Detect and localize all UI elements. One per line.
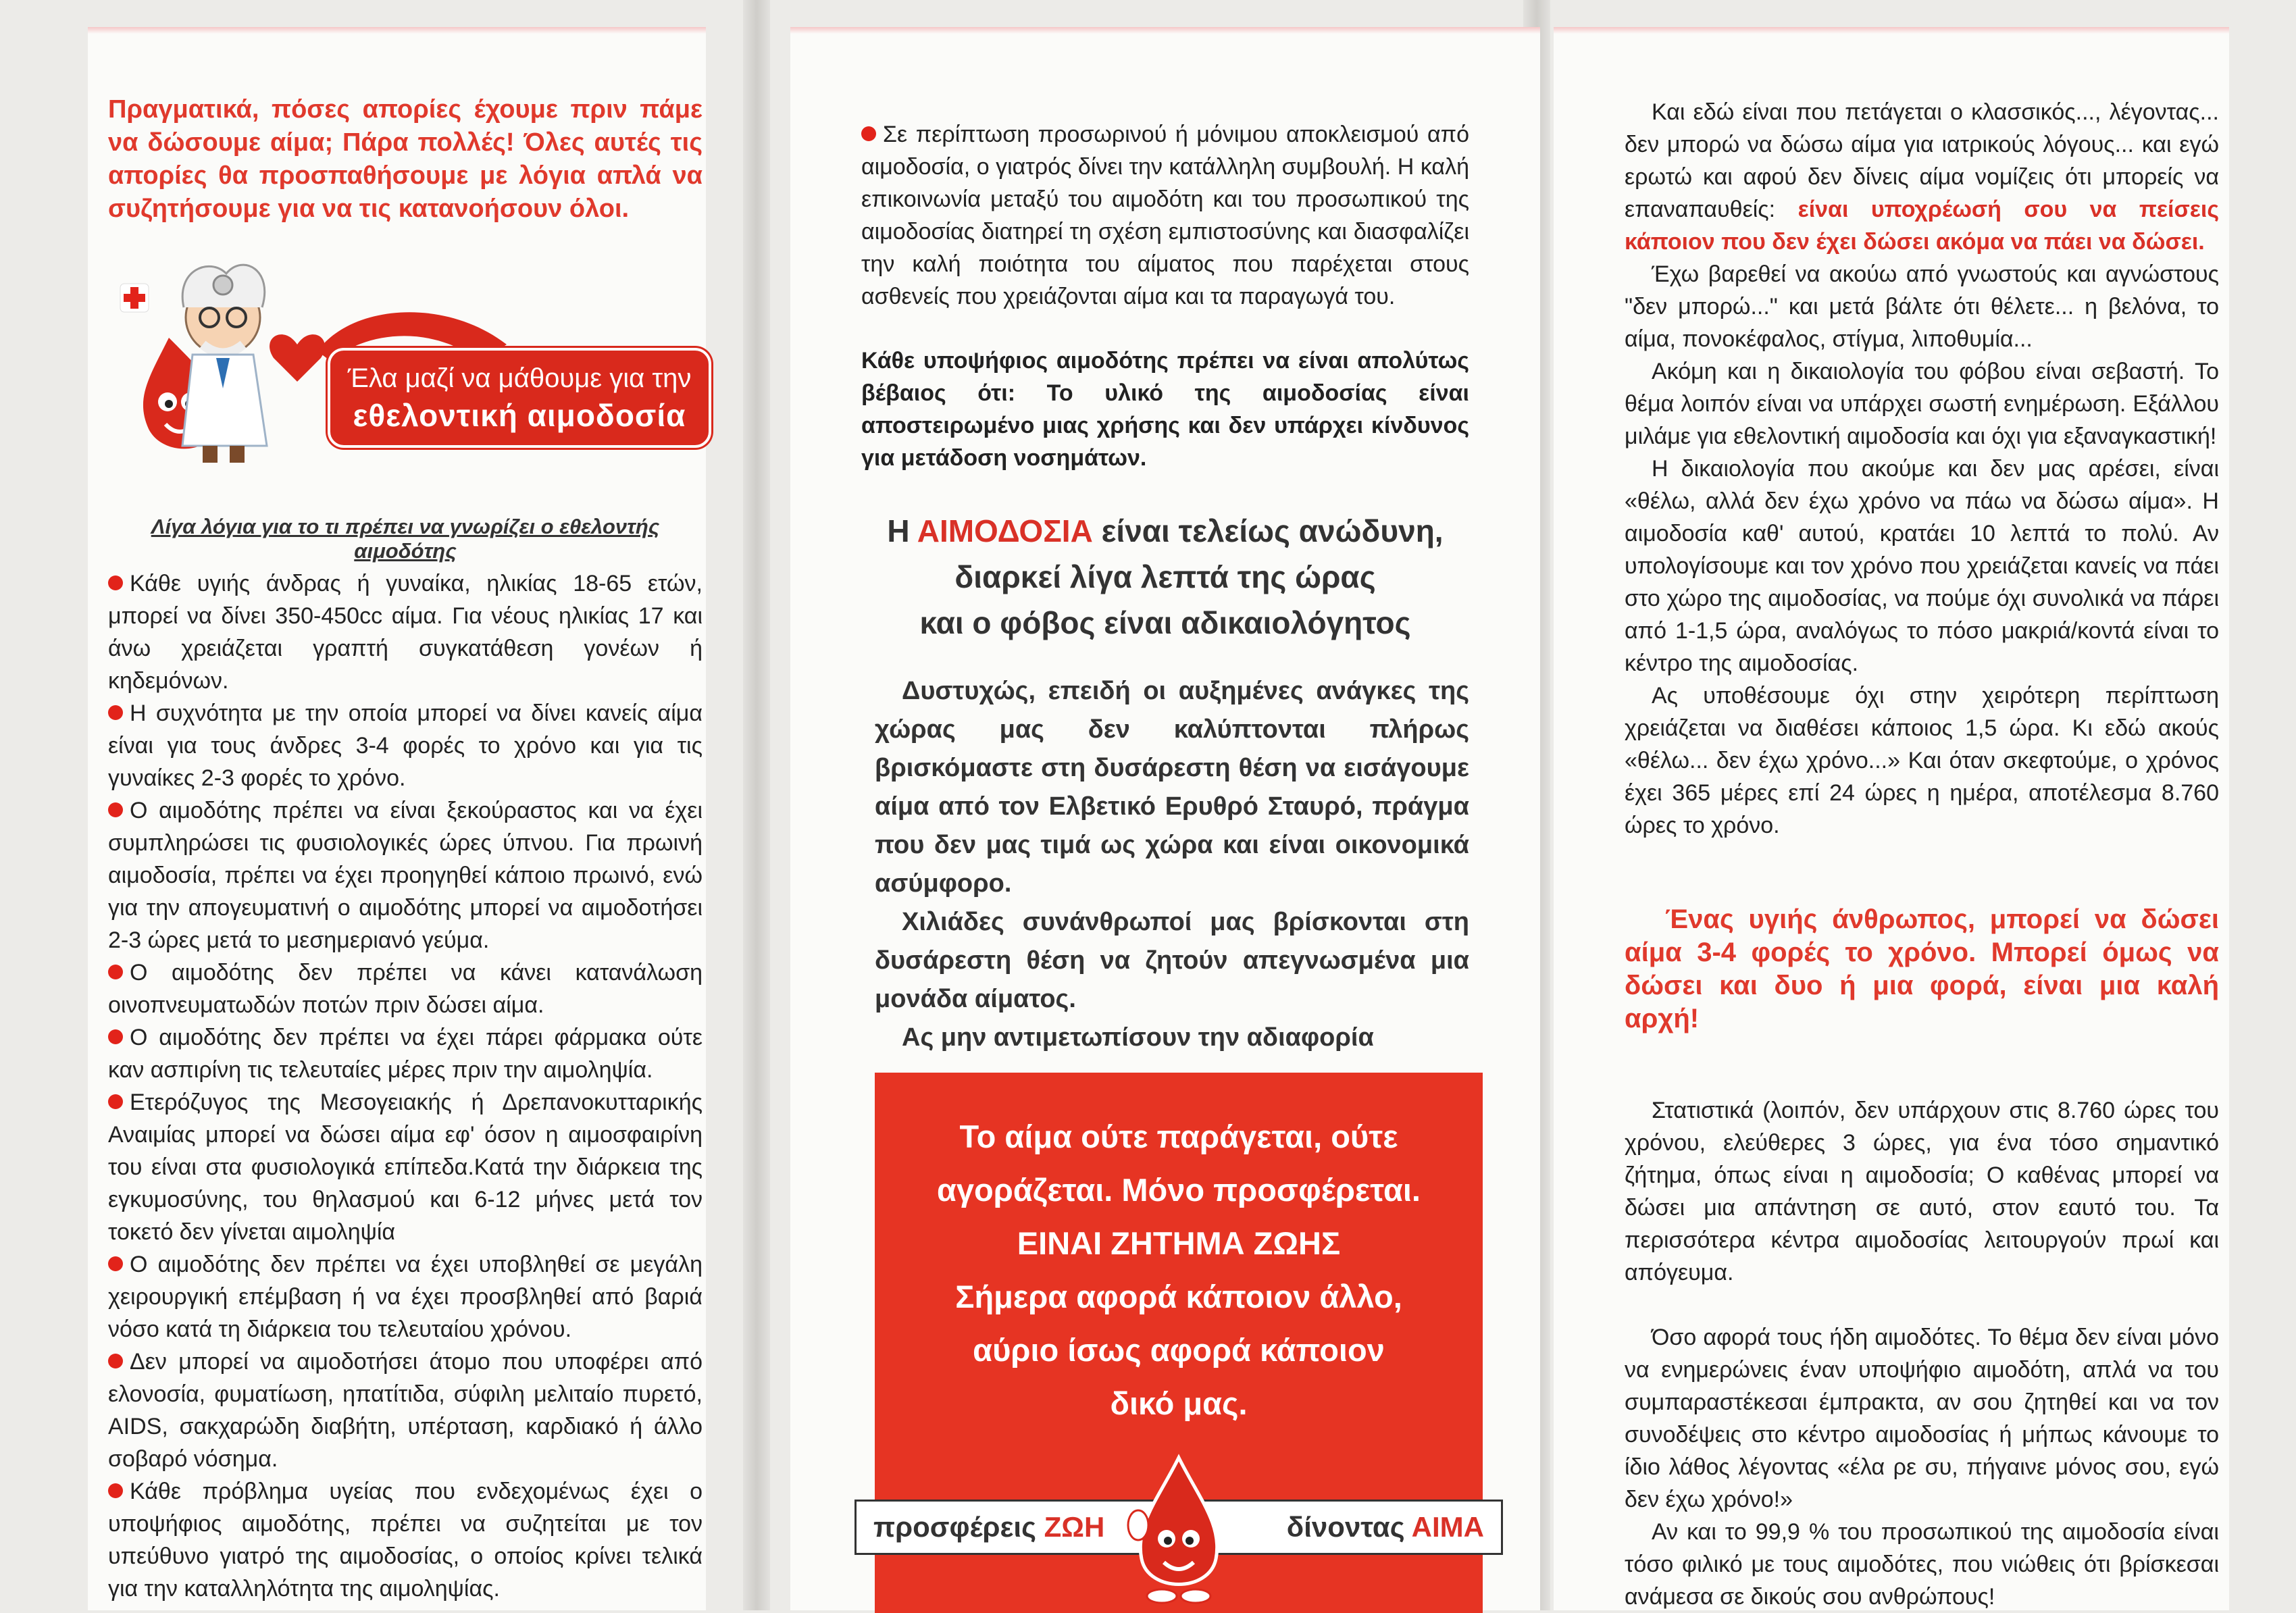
box-line-1: Το αίμα ούτε παράγεται, ούτε [959, 1119, 1398, 1154]
body-paragraph-2: Χιλιάδες συνάνθρωποί μας βρίσκονται στη δυσάρεστη θέση να ζητούν απεγνωσμένα μια μονάδα αίματος. [875, 908, 1469, 1013]
box-line-3: ΕΙΝΑΙ ΖΗΤΗΜΑ ΖΩΗΣ [1017, 1225, 1341, 1261]
blood-drop-mascot-icon [1111, 1451, 1246, 1606]
list-item [861, 118, 1469, 313]
right-paragraph-8: Αν και το 99,9 % του προσωπικού της αιμοδοσία είναι τόσο φιλικό με τους αιμοδότες, που νιώθεις ότι βρίσκεσαι ανάμεσα σε δικούς σου ανθρώπους! [1625, 1519, 2219, 1610]
bullet-icon [108, 802, 123, 817]
list-item-text: Δεν μπορεί να αιμοδοτήσει άτομο που υποφέρει από ελονοσία, φυματίωση, ηπατίτιδα, σύφιλη μελιταίο πυρετό, AIDS, σακχαρώδη διαβήτη, υπέρταση, καρδιακό ή άλλο σοβαρό νόσημα. [108, 1349, 703, 1472]
slogan-left-red: ΖΩΗ [1044, 1511, 1105, 1543]
sterile-note: Κάθε υποψήφιος αιμοδότης πρέπει να είναι απολύτως βέβαιος ότι: Το υλικό της αιμοδοσίας είναι αποστειρωμένο μιας χρήσης και δεν υπάρχει κίνδυνος για μετάδοση νοσημάτων. [861, 348, 1469, 471]
middle-panel [790, 27, 1540, 1610]
intro-text: Πραγματικά, πόσες απορίες έχουμε πριν πάμε να δώσουμε αίμα; Πάρα πολλές! Όλες αυτές τις απορίες θα προσπαθήσουμε με λόγια απλά να συζητήσουμε για να τις κατανοήσουν όλοι. [108, 95, 703, 223]
bubble-line-2: εθελοντική αιμοδοσία [353, 398, 686, 433]
bubble-line-1: Έλα μαζί να μάθουμε για την [347, 363, 692, 393]
bullet-icon [108, 705, 123, 720]
bullet-icon [108, 1483, 123, 1498]
list-item-text: Η συχνότητα με την οποία μπορεί να δίνει κανείς αίμα είναι για τους άνδρες 3-4 φορές το χρόνο και για τις γυναίκες 2-3 φορές το χρόνο. [108, 700, 703, 791]
speech-bubble [328, 348, 711, 448]
middle-list [861, 118, 1469, 313]
list-item [108, 794, 703, 956]
bullet-icon [108, 1256, 123, 1271]
box-line-5: αύριο ίσως αφορά κάποιον [973, 1332, 1385, 1368]
list-item [108, 1475, 703, 1605]
bullet-icon [861, 126, 876, 141]
list-item [108, 697, 703, 794]
list-item-text: Κάθε πρόβλημα υγείας που ενδεχομένως έχει ο υποψήφιος αιμοδότης, πρέπει να συζητείται με τον υπεύθυνο γιατρό της αιμοδοσίας, ο οποίος κρίνει τελικά για την καταλληλότητα της αιμοληψίας. [108, 1479, 703, 1602]
list-item-text: Κάθε υγιής άνδρας ή γυναίκα, ηλικίας 18-65 ετών, μπορεί να δίνει 350-450cc αίμα. Για νέους ηλικίας 17 και άνω χρειάζεται γραπτή συγκατάθεση γονέων ή κηδεμόνων. [108, 571, 703, 694]
list-item-text: Ο αιμοδότης δεν πρέπει να κάνει κατανάλωση οινοπνευματωδών ποτών πριν δώσει αίμα. [108, 960, 703, 1018]
list-item-text: Ετερόζυγος της Μεσογειακής ή Δρεπανοκυτταρικής Αναιμίας μπορεί να δώσει αίμα εφ' όσον η αιμοσφαιρίνη του είναι στα φυσιολογικά επίπεδα.Κατά την διάρκεια της εγκυμοσύνης, του θηλασμού και 6-12 μήνες μετά τον τοκετό δεν γίνεται αιμοληψία [108, 1090, 703, 1245]
list-item [108, 567, 703, 697]
list-item [108, 956, 703, 1021]
middle-body [875, 672, 1469, 1057]
list-item [108, 1021, 703, 1086]
right-paragraph-1-text: Και εδώ είναι που πετάγεται ο κλασσικός..., λέγοντας... δεν μπορώ να δώσω αίμα για ιατρικούς λόγους... και εγώ ερωτώ και αφού δεν δίνεις αίμα νομίζεις ότι μπορείς να επαναπαυθείς: [1625, 99, 2219, 222]
list-item-text: Σε περίπτωση προσωρινού ή μόνιμου αποκλεισμού από αιμοδοσία, ο γιατρός δίνει την κατάλληλη συμβουλή. Η καλή επικοινωνία μεταξύ του αιμοδότη και του προσωπικού της αιμοδοσίας διατηρεί τη σχέση εμπιστοσύνης και διασφαλίζει την καλή ποιότητα του αίματος που παρέχεται στους ασθενείς που χρειάζονται αίμα και τα παραγωγά του. [861, 122, 1469, 309]
doctor-cartoon [108, 243, 703, 466]
bullet-icon [108, 965, 123, 979]
box-line-4: Σήμερα αφορά κάποιον άλλο, [955, 1279, 1402, 1314]
right-paragraph-5: Ας υποθέσουμε όχι στην χειρότερη περίπτωση χρειάζεται να διαθέσει κάποιος 1,5 ώρα. Κι εδώ ακούς «θέλω... δεν έχω χρόνο...» Και όταν σκεφτούμε, ο χρόνος έχει 365 μέρες επί 24 ώρες η ημέρα, αποτέλεσμα 8.760 ώρες το χρόνο. [1625, 683, 2219, 838]
list-item-text: Ο αιμοδότης δεν πρέπει να έχει υποβληθεί σε μεγάλη χειρουργική επέμβαση ή να έχει προσβληθεί από βαριά νόσο κατά τη διάρκεια του τελευταίου χρόνου. [108, 1252, 703, 1342]
fold-shadow-1 [743, 0, 770, 1610]
right-paragraph-3: Ακόμη και η δικαιολογία του φόβου είναι σεβαστή. Το θέμα λοιπόν είναι να υπάρχει σωστή ενημέρωση. Εξάλλου μιλάμε για εθελοντική αιμοδοσία και όχι για εξαναγκαστική! [1625, 359, 2219, 449]
title-line-3: και ο φόβος είναι αδικαιολόγητος [919, 605, 1411, 640]
bullet-icon [108, 575, 123, 590]
slogan-left-text: προσφέρεις [873, 1511, 1036, 1543]
left-heading: Λίγα λόγια για το τι πρέπει να γνωρίζει ο εθελοντής αιμοδότης [151, 515, 660, 563]
body-paragraph-1: Δυστυχώς, επειδή οι αυξημένες ανάγκες της χώρας μας δεν καλύπτονται πλήρως βρισκόμαστε στη δυσάρεστη θέση να εισάγουμε αίμα από τον Ελβετικό Ερυθρό Σταυρό, πράγμα που δεν μας τιμά ως χώρα και είναι οικονομικά ασύμφορο. [875, 677, 1469, 898]
title-prefix: Η [887, 513, 910, 548]
slogan-right-text: δίνοντας [1286, 1511, 1405, 1543]
right-bottom-text [1625, 1094, 2219, 1613]
left-panel [88, 27, 706, 1610]
right-paragraph-1-red: είναι υποχρέωσή σου να πείσεις κάποιον που δεν έχει δώσει ακόμα να πάει να δώσει. [1625, 197, 2219, 255]
list-item [108, 1086, 703, 1248]
bullet-icon [108, 1029, 123, 1044]
list-item-text: Ο αιμοδότης πρέπει να είναι ξεκούραστος και να έχει συμπληρώσει τις φυσιολογικές ώρες ύπνου. Για πρωινή αιμοδοσία, πρέπει να έχει προηγηθεί κάποιο πρωινό, ενώ για την απογευματινή ο αιμοδότης μπορεί να αιμοδοτήσει 2-3 ώρες μετά το μεσημεριανό γεύμα. [108, 798, 703, 953]
slogan-right [1287, 1511, 1484, 1543]
healthy-person-note: Ένας υγιής άνθρωπος, μπορεί να δώσει αίμα 3-4 φορές το χρόνο. Μπορεί όμως να δώσει και δυο ή μια φορά, είναι μια καλή αρχή! [1625, 904, 2219, 1033]
bullet-icon [108, 1354, 123, 1368]
title-line-2: διαρκεί λίγα λεπτά της ώρας [954, 559, 1376, 594]
right-paragraph-4: Η δικαιολογία που ακούμε και δεν μας αρέσει, είναι «θέλω, αλλά δεν έχω χρόνο να πάω να δώσω αίμα». Η αιμοδοσία καθ' αυτού, κρατάει 10 λεπτά το πολύ. Αν υπολογίσουμε και τον χρόνο που χρειάζεται κανείς να πάει στο χώρο της αιμοδοσίας, να πούμε όχι συνολικά να πάρει από 1-1,5 ώρα, αναλόγως το πόσο μακριά/κοντά είναι το κέντρο της αιμοδοσίας. [1625, 456, 2219, 676]
slogan-right-red: ΑΙΜΑ [1411, 1511, 1484, 1543]
bullet-icon [108, 1094, 123, 1109]
blood-message-box [875, 1073, 1483, 1613]
list-item-text: Ο αιμοδότης δεν πρέπει να έχει πάρει φάρμακα ούτε καν ασπιρίνη τις τελευταίες μέρες πριν την αιμοληψία. [108, 1025, 703, 1083]
right-paragraph-2: Έχω βαρεθεί να ακούω από γνωστούς και αγνώστους "δεν μπορώ..." και μετά βάλτε ότι θέλετε... η βελόνα, το αίμα, πονοκέφαλος, στίγμα, λιποθυμία... [1625, 261, 2219, 352]
title-rest: είναι τελείως ανώδυνη, [1101, 513, 1444, 548]
right-paragraph-6: Στατιστικά (λοιπόν, δεν υπάρχουν στις 8.760 ώρες του χρόνου, ελεύθερες 3 ώρες, για ένα τόσο σημαντικό ζήτημα, όπως είναι η αιμοδοσία; Ο καθένας μπορεί να δώσει μια απάντηση σε αυτό, στον εαυτό του. Τα περισσότερα κέντρα αιμοδοσίας λειτουργούν πρωί και απόγευμα. [1625, 1098, 2219, 1285]
body-paragraph-3: Ας μην αντιμετωπίσουν την αδιαφορία [902, 1023, 1374, 1052]
donor-info-list [108, 567, 703, 1605]
right-paragraph-1 [1625, 96, 2219, 258]
right-paragraph-7: Όσο αφορά τους ήδη αιμοδότες. Το θέμα δεν είναι μόνο να ενημερώνεις έναν υποψήφιο αιμοδότη, απλά να του συμπαραστέκεσαι έμπρακτα, αν σου ζητηθεί και να τον συνοδέψεις στο κέντρο αιμοδοσίας ή μήπως κάνουμε το ίδιο λάθος λέγοντας «έλα ρε συ, πήγαινε μόνος σου, εγώ δεν έχω χρόνο!» [1625, 1325, 2219, 1512]
box-line-6: δικό μας. [1110, 1385, 1248, 1421]
slogan-left [873, 1511, 1104, 1543]
middle-title [811, 508, 1520, 646]
right-top-text [1625, 96, 2219, 842]
blood-message-text [875, 1110, 1483, 1430]
title-red-word: ΑΙΜΟΔΟΣΙΑ [917, 513, 1093, 548]
right-panel [1554, 27, 2229, 1610]
list-item [108, 1248, 703, 1346]
box-line-2: αγοράζεται. Μόνο προσφέρεται. [937, 1172, 1421, 1208]
list-item [108, 1346, 703, 1475]
